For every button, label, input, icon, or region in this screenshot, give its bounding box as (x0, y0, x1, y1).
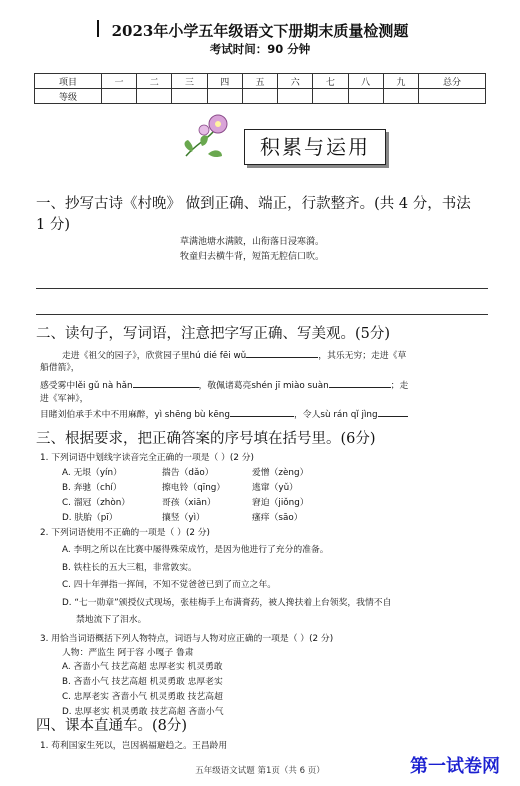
answer-blank[interactable] (329, 377, 391, 388)
table-cell: 等级 (35, 89, 102, 104)
exam-time: 考试时间：90 分钟 (209, 42, 311, 56)
page-title: 2023年小学五年级语文下册期末质量检测题 (111, 22, 409, 40)
question-3-heading: 三、根据要求，把正确答案的序号填在括号里。(6分) (36, 431, 376, 447)
answer-blank[interactable] (378, 406, 408, 417)
grade-cell[interactable] (383, 89, 418, 104)
sentence-text: ；走 (390, 381, 409, 391)
grade-cell[interactable] (419, 89, 486, 104)
sentence-text: 目睹刘伯承手术中不用麻醉，yì shēng bù kēng (40, 410, 230, 420)
table-cell: 六 (278, 74, 313, 89)
grade-cell[interactable] (137, 89, 172, 104)
grade-cell[interactable] (348, 89, 383, 104)
q3-3-option[interactable]: A. 吝啬小气 技艺高超 忠厚老实 机灵勇敢 (62, 662, 223, 672)
q3-2-option[interactable]: A. 李明之所以在比赛中屡得殊荣成竹，是因为他进行了充分的准备。 (62, 545, 329, 555)
q3-3-option[interactable]: D. 忠厚老实 机灵勇敢 技艺高超 吝啬小气 (62, 707, 224, 717)
heading-line: 一、抄写古诗《村晚》 做到正确、端正，行款整齐。(共 4 分，书法 (36, 196, 471, 212)
table-cell: 项目 (35, 74, 102, 89)
table-cell: 总分 (419, 74, 486, 89)
q3-sub-3: 3. 用恰当词语概括下列人物特点，词语与人物对应正确的一项是（ ）(2 分) (40, 634, 334, 644)
table-cell: 四 (207, 74, 242, 89)
sentence-text: ，敬佩诸葛亮shén jī miào suàn (198, 381, 329, 391)
option-word: 哥孩（xiān） (162, 498, 216, 508)
heading-line: 1 分) (36, 217, 70, 233)
sentence-text: 感受雾中lěi gǔ nà hǎn (40, 381, 133, 391)
q3-2-option[interactable]: B. 铁柱长的五大三粗，非常敦实。 (62, 563, 197, 573)
site-watermark-logo: 第一试卷网 (410, 756, 500, 777)
option-word: C. 溜冠（zhòn） (62, 498, 131, 508)
option-word: 爱憎（zèng） (252, 468, 309, 478)
score-table-header-row (35, 74, 486, 89)
option-word: 攘竖（yì） (162, 513, 205, 523)
option-word: 瘙痒（sāo） (252, 513, 303, 523)
answer-blank[interactable] (230, 406, 294, 417)
grade-cell[interactable] (313, 89, 348, 104)
q2-line (40, 377, 490, 393)
q2-line: 进《军神》， (40, 394, 89, 404)
q2-line: 船借箭》， (40, 363, 80, 373)
q3-3-option[interactable]: B. 吝啬小气 技艺高超 机灵勇敢 忠厚老实 (62, 677, 223, 687)
q3-1-option[interactable] (62, 511, 303, 525)
q3-2-option[interactable]: D. “七一勋章”颁授仪式现场，张桂梅手上布满膏药，被人搀扶着上台领奖，我情不自 (62, 598, 392, 608)
table-cell: 二 (137, 74, 172, 89)
page-footer: 五年级语文试题 第1页（共 6 页） (195, 766, 325, 776)
option-word: B. 奔驰（chí） (62, 483, 122, 493)
q2-line (40, 406, 490, 422)
sentence-text: 走进《祖父的园子》，欣赏园子里hú dié fēi wǔ (62, 351, 247, 361)
table-cell: 七 (313, 74, 348, 89)
q3-3-people: 人物：严监生 阿于容 小嘎子 鲁肃 (62, 648, 194, 658)
flower-illustration (178, 112, 238, 164)
q2-line (62, 347, 406, 363)
grade-cell[interactable] (172, 89, 207, 104)
q3-3-option[interactable]: C. 忠厚老实 吝啬小气 机灵勇敢 技艺高超 (62, 692, 223, 702)
q3-1-option[interactable] (62, 481, 298, 495)
q3-2-option[interactable]: C. 四十年弹指一挥间，不知不觉爸爸已到了而立之年。 (62, 580, 277, 590)
q4-sub-1: 1. 苟利国家生死以，岂因祸福避趋之。王昌龄用 (40, 741, 228, 751)
answer-blank[interactable] (246, 347, 318, 358)
option-word: D. 肤胎（pī） (62, 513, 118, 523)
poem-line: 牧童归去横牛背，短笛无腔信口吹。 (180, 252, 325, 262)
q3-1-option[interactable] (62, 496, 309, 510)
table-cell: 三 (172, 74, 207, 89)
answer-blank[interactable] (133, 377, 199, 388)
option-word: 窘迫（jiǒng） (252, 498, 309, 508)
sentence-text: ，其乐无穷；走进《草 (318, 351, 407, 361)
grade-cell[interactable] (242, 89, 277, 104)
q3-2-option-cont: 禁地流下了泪水。 (76, 615, 147, 625)
question-4-heading: 四、课本直通车。(8分) (36, 718, 188, 734)
grade-cell[interactable] (278, 89, 313, 104)
option-word: 揣告（dǎo） (162, 468, 214, 478)
question-1-heading (36, 194, 496, 236)
question-2-heading: 二、读句子，写词语，注意把字写正确、写美观。(5分) (36, 326, 391, 342)
table-cell: 一 (101, 74, 136, 89)
q3-sub-1: 1. 下列词语中划线字读音完全正确的一项是（ ）(2 分) (40, 453, 254, 463)
poem-line: 草满池塘水满陂，山衔落日浸寒漪。 (180, 237, 325, 247)
grade-cell[interactable] (101, 89, 136, 104)
section-banner: 积累与运用 (244, 129, 386, 165)
option-word: A. 无垠（yín） (62, 468, 122, 478)
q3-1-option[interactable] (62, 466, 308, 480)
grade-cell[interactable] (207, 89, 242, 104)
table-cell: 八 (348, 74, 383, 89)
score-table-grade-row (35, 89, 486, 104)
sentence-text: ，令人sù rán qǐ jìng (293, 410, 378, 420)
option-word: 擦电铃（qīng） (162, 483, 226, 493)
writing-line[interactable] (36, 314, 488, 315)
table-cell: 九 (383, 74, 418, 89)
table-cell: 五 (242, 74, 277, 89)
option-word: 逃窜（yǔ） (252, 483, 298, 493)
score-table (34, 73, 486, 104)
writing-line[interactable] (36, 288, 488, 289)
q3-sub-2: 2. 下列词语使用不正确的一项是（ ）(2 分) (40, 528, 210, 538)
